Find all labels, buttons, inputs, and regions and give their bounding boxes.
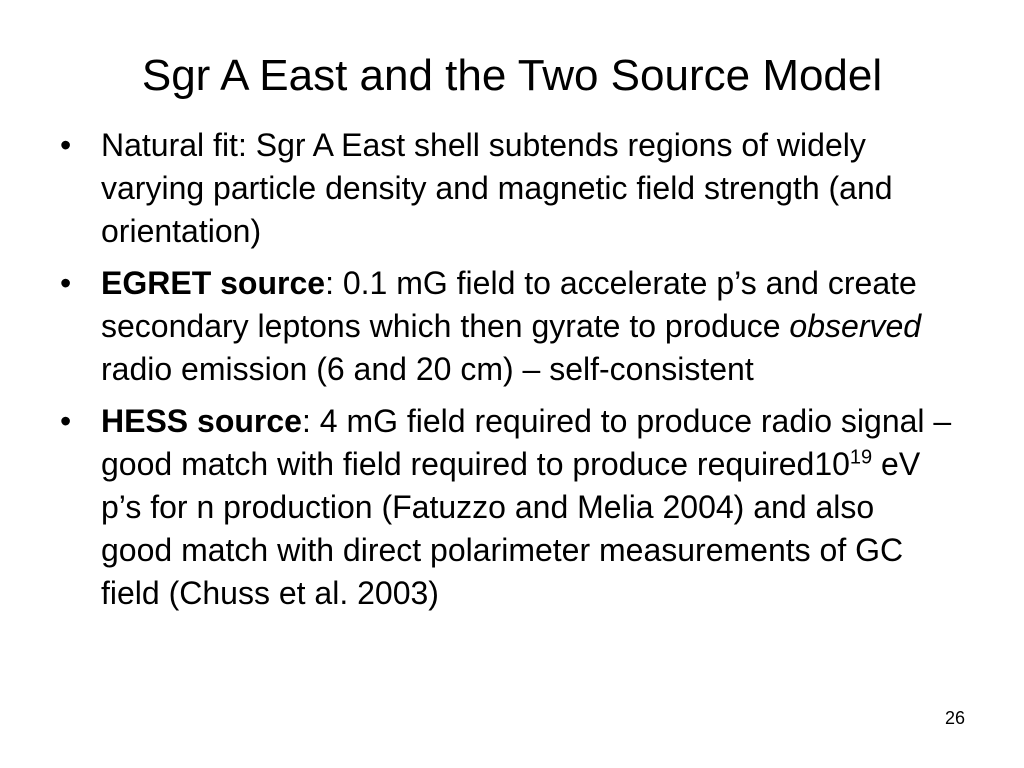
bullet-marker: • — [60, 403, 72, 439]
bullet-list — [54, 124, 954, 624]
bullet-text: Natural fit: Sgr A East shell subtends regions of widely varying particle density and magnetic field strength (and orientation) — [101, 127, 893, 249]
bullet-emphasis: observed — [789, 308, 922, 344]
bullet-text-continued: radio emission (6 and 20 cm) – self-consistent — [101, 351, 754, 387]
page-number: 26 — [944, 708, 965, 728]
bullet-item-egret-source — [54, 262, 954, 391]
bullet-heading: EGRET source — [101, 265, 326, 301]
bullet-item-natural-fit — [54, 124, 954, 253]
bullet-item-hess-source — [54, 400, 954, 615]
bullet-marker: • — [60, 127, 72, 163]
slide-title: Sgr A East and the Two Source Model — [141, 51, 883, 100]
bullet-superscript: 19 — [849, 446, 873, 469]
bullet-text-continued: eV p’s for n production (Fatuzzo and Melia 2004) and also good match with direct polarimeter measurements of GC field (Chuss et al. 2003) — [101, 446, 921, 611]
bullet-heading: HESS source — [101, 403, 302, 439]
bullet-text: : 0.1 mG field to accelerate p’s and create secondary leptons which then gyrate to produce — [101, 265, 917, 344]
bullet-text: : 4 mG field required to produce radio signal – good match with field required to produce required10 — [101, 403, 952, 482]
bullet-marker: • — [60, 265, 72, 301]
